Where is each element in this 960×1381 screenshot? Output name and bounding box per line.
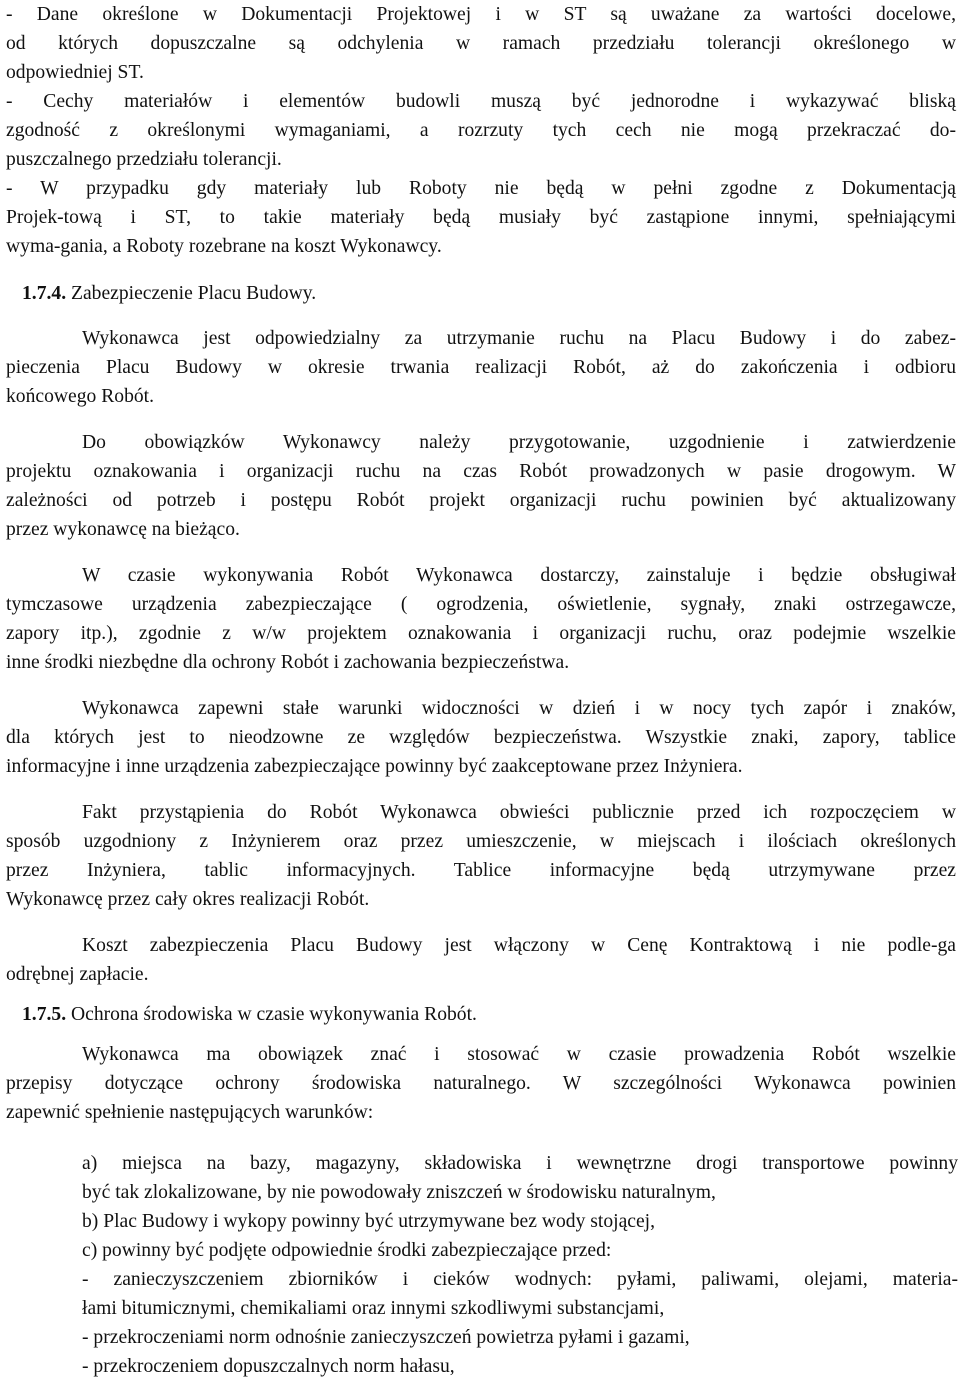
text-line: od których dopuszczalne są odchylenia w ramach przedziału tolerancji określonego w (6, 33, 956, 54)
text-line: a) miejsca na bazy, magazyny, składowiska i wewnętrzne drogi transportowe powinny (82, 1153, 958, 1174)
section-title: Zabezpieczenie Placu Budowy. (71, 283, 317, 304)
section-heading-1-7-4 (6, 279, 956, 308)
list-item (6, 1149, 956, 1207)
text-line: dla których jest to nieodzowne ze względów bezpieczeństwa. Wszystkie znaki, zapory, tablice (6, 727, 956, 748)
text-line: przepisy dotyczące ochrony środowiska naturalnego. W szczególności Wykonawca powinien (6, 1073, 956, 1094)
text-line: Wykonawca zapewni stałe warunki widoczności w dzień i w nocy tych zapór i znaków, (82, 698, 956, 719)
text-line: zgodność z określonymi wymaganiami, a rozrzuty tych cech nie mogą przekraczać do- (6, 120, 956, 141)
section-number: 1.7.4. (22, 283, 67, 304)
text-line: - przekroczeniem dopuszczalnych norm hałasu, (82, 1356, 455, 1377)
section-heading-1-7-5 (6, 1000, 956, 1029)
intro-bullet-1 (6, 0, 956, 87)
text-line: Fakt przystąpienia do Robót Wykonawca obwieści publicznie przed ich rozpoczęciem w (82, 802, 956, 823)
paragraph (6, 428, 956, 544)
intro-bullet-3 (6, 174, 956, 261)
text-line: projektu oznakowania i organizacji ruchu na czas Robót prowadzonych w pasie drogowym. W (6, 461, 956, 482)
paragraph (6, 694, 956, 781)
section-number: 1.7.5. (22, 1004, 67, 1025)
text-line: przez wykonawcę na bieżąco. (6, 519, 240, 540)
text-line: W czasie wykonywania Robót Wykonawca dostarczy, zainstaluje i będzie obsługiwał (82, 565, 956, 586)
intro-bullets (6, 0, 956, 261)
text-line: wyma-gania, a Roboty rozebrane na koszt Wykonawcy. (6, 236, 442, 257)
list-item (6, 1352, 956, 1381)
text-line: zapewnić spełnienie następujących warunków: (6, 1102, 374, 1123)
paragraph (6, 931, 956, 989)
text-line: - W przypadku gdy materiały lub Roboty nie będą w pełni zgodne z Dokumentacją (6, 178, 956, 199)
text-line: zależności od potrzeb i postępu Robót projekt organizacji ruchu powinien być aktualizowany (6, 490, 956, 511)
list-item (6, 1265, 956, 1323)
text-line: zapory itp.), zgodnie z w/w projektem oznakowania i organizacji ruchu, oraz podejmie wszelkie (6, 623, 956, 644)
text-line: sposób uzgodniony z Inżynierem oraz przez umieszczenie, w miejscach i ilościach określonych (6, 831, 956, 852)
text-line: odrębnej zapłacie. (6, 964, 149, 985)
text-line: Projek-tową i ST, to takie materiały będą musiały być zastąpione innymi, spełniającymi (6, 207, 956, 228)
text-line: Koszt zabezpieczenia Placu Budowy jest włączony w Cenę Kontraktową i nie podle-ga (82, 935, 956, 956)
text-line: tymczasowe urządzenia zabezpieczające ( ogrodzenia, oświetlenie, sygnały, znaki ostrzegawcze, (6, 594, 956, 615)
text-line: - Cechy materiałów i elementów budowli muszą być jednorodne i wykazywać bliską (6, 91, 956, 112)
text-line: łami bitumicznymi, chemikaliami oraz innymi szkodliwymi substancjami, (82, 1298, 665, 1319)
text-line: końcowego Robót. (6, 386, 155, 407)
text-line: przez Inżyniera, tablic informacyjnych. Tablice informacyjne będą utrzymywane przez (6, 860, 956, 881)
text-line: informacyjne i inne urządzenia zabezpieczające powinny być zaakceptowane przez Inżyniera. (6, 756, 743, 777)
text-line: Wykonawca jest odpowiedzialny za utrzymanie ruchu na Placu Budowy i do zabez- (82, 328, 956, 349)
text-line: być tak zlokalizowane, by nie powodowały zniszczeń w środowisku naturalnym, (82, 1182, 716, 1203)
list-item (6, 1236, 956, 1265)
text-line: b) Plac Budowy i wykopy powinny być utrzymywane bez wody stojącej, (82, 1211, 656, 1232)
paragraph (6, 1040, 956, 1127)
paragraph (6, 561, 956, 677)
text-line: inne środki niezbędne dla ochrony Robót i zachowania bezpieczeństwa. (6, 652, 570, 673)
intro-bullet-2 (6, 87, 956, 174)
paragraph (6, 324, 956, 411)
paragraph (6, 798, 956, 914)
text-line: Wykonawca ma obowiązek znać i stosować w czasie prowadzenia Robót wszelkie (82, 1044, 956, 1065)
text-line: puszczalnego przedziału tolerancji. (6, 149, 282, 170)
list-item (6, 1207, 956, 1236)
text-line: - przekroczeniami norm odnośnie zanieczyszczeń powietrza pyłami i gazami, (82, 1327, 690, 1348)
text-line: Do obowiązków Wykonawcy należy przygotowanie, uzgodnienie i zatwierdzenie (82, 432, 956, 453)
text-line: - Dane określone w Dokumentacji Projektowej i w ST są uważane za wartości docelowe, (6, 4, 956, 25)
text-line: odpowiedniej ST. (6, 62, 144, 83)
text-line: Wykonawcę przez cały okres realizacji Robót. (6, 889, 370, 910)
list-item (6, 1323, 956, 1352)
section-title: Ochrona środowiska w czasie wykonywania Robót. (71, 1004, 477, 1025)
text-line: pieczenia Placu Budowy w okresie trwania realizacji Robót, aż do zakończenia i odbioru (6, 357, 956, 378)
text-line: c) powinny być podjęte odpowiednie środki zabezpieczające przed: (82, 1240, 612, 1261)
document-page (6, 0, 956, 1381)
requirements-list (6, 1149, 956, 1381)
text-line: - zanieczyszczeniem zbiorników i cieków wodnych: pyłami, paliwami, olejami, materia- (82, 1269, 958, 1290)
